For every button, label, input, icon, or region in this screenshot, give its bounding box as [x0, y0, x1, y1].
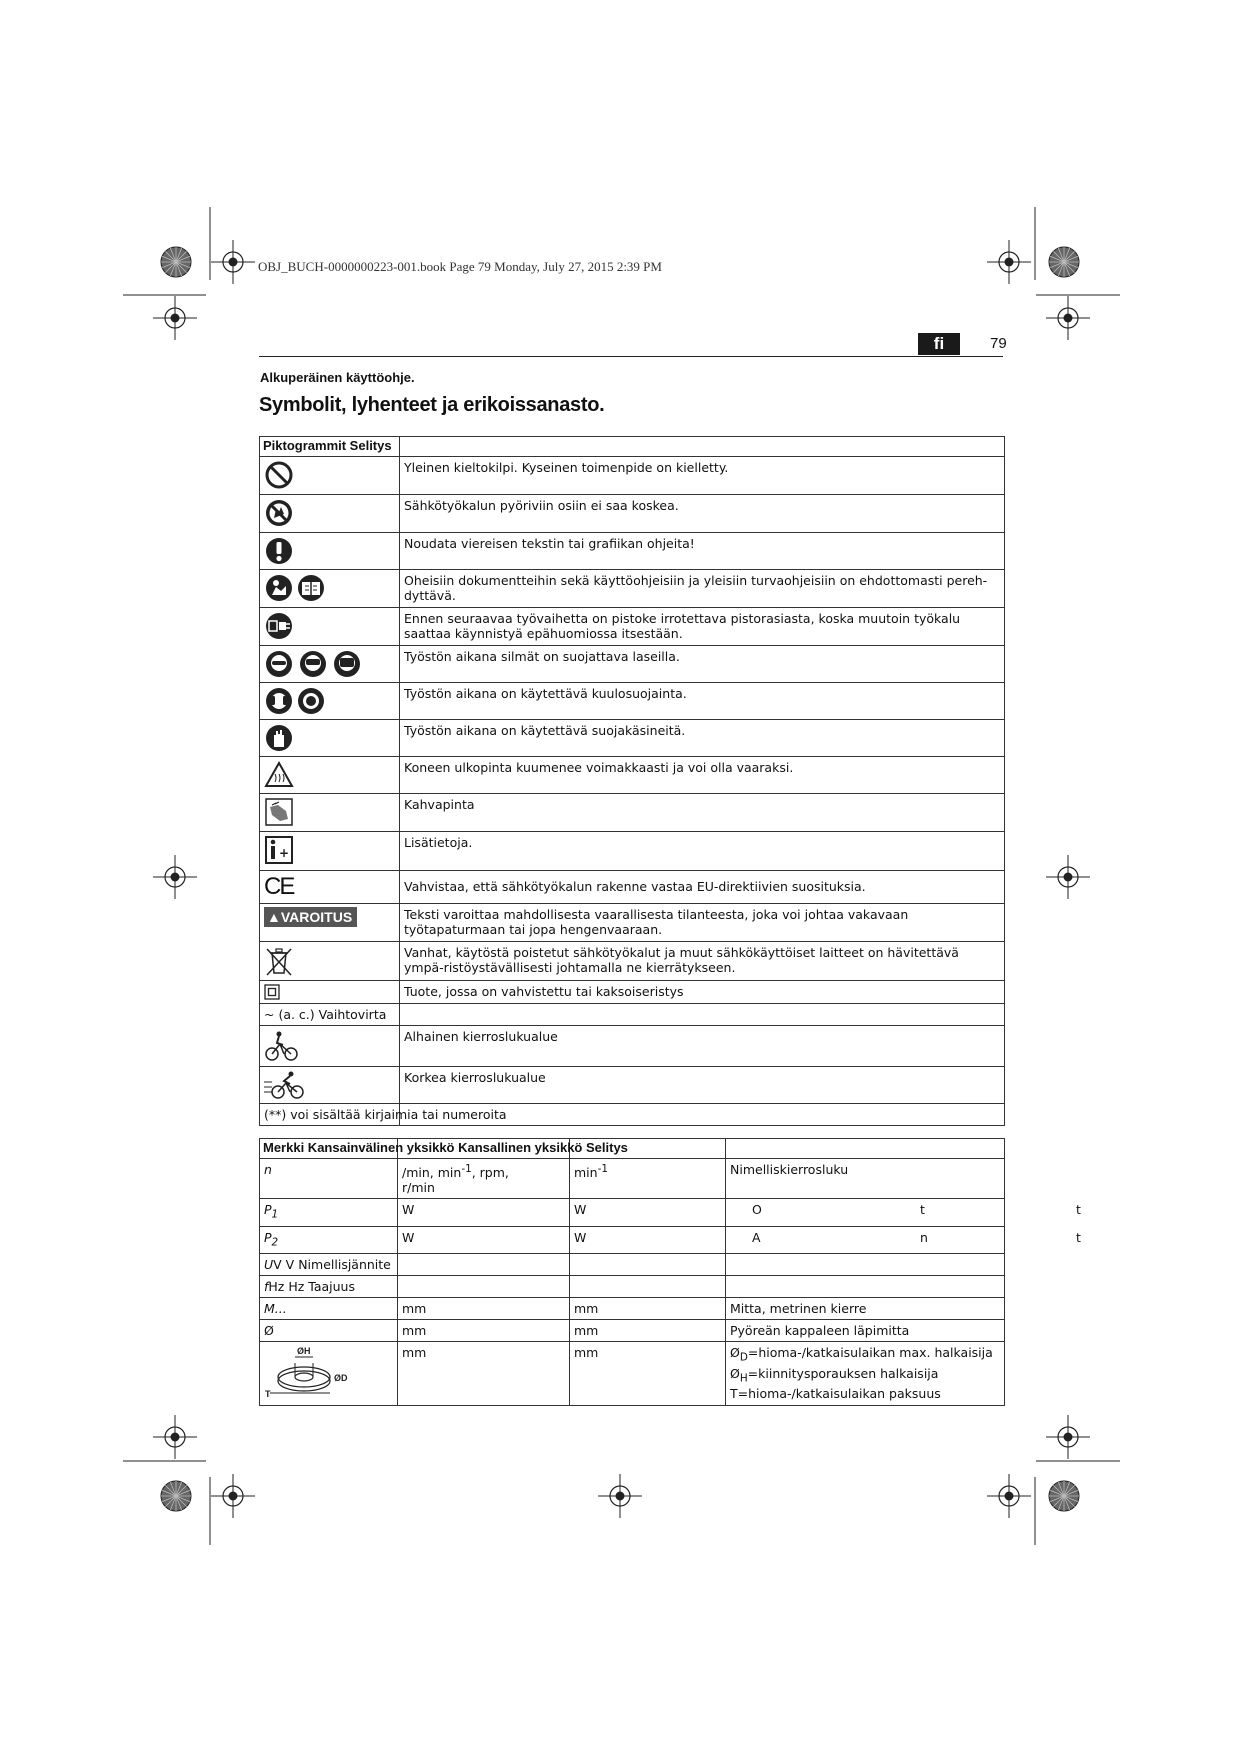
ce-mark-icon: CE: [264, 873, 294, 900]
icon-cell: [260, 608, 400, 646]
table-footnote-row: [260, 1104, 1005, 1126]
language-badge: fi: [918, 333, 960, 355]
empty-cell: [398, 1254, 570, 1276]
description-cell: Noudata viereisen tekstin tai grafiikan ohjeita!: [400, 533, 1005, 570]
svg-text:ØD: ØD: [334, 1373, 348, 1384]
mark-cell: [260, 1199, 398, 1227]
mark-text: P: [264, 1229, 272, 1245]
description-cell: Ennen seuraavaa työvaihetta on pistoke irrotettava pistorasiasta, koska muutoin työkalu saattaa käynnistyä epähuomiossa itsestään.: [400, 608, 1005, 646]
description-cell: Työstön aikana silmät on suojattava laseilla.: [400, 646, 1005, 683]
mark-rest: Hz Hz Taajuus: [268, 1279, 355, 1295]
symbol-subscript: H: [739, 1372, 748, 1385]
desc-fragment-overflow: t: [1076, 1229, 1081, 1245]
desc-fragment: t: [920, 1202, 925, 1218]
empty-cell: [726, 1254, 1005, 1276]
mark-cell: Ø: [260, 1320, 398, 1342]
warning-badge: [264, 907, 357, 927]
icon-cell: [260, 871, 400, 904]
table-row: [260, 871, 1005, 904]
page-number: 79: [990, 335, 1007, 352]
table-row: [260, 1159, 1005, 1199]
unit-superscript: -1: [461, 1163, 472, 1175]
table-row: [260, 757, 1005, 794]
table-row: [260, 1026, 1005, 1067]
table-row: [260, 904, 1005, 942]
eye-protection-icon: [264, 649, 362, 679]
icon-cell: [260, 1067, 400, 1104]
icon-cell: [260, 942, 400, 981]
description-cell: Koneen ulkopinta kuumenee voimakkaasti ja voi olla vaaraksi.: [400, 757, 1005, 794]
read-manual-icon: [264, 573, 328, 603]
mark-cell: [260, 1226, 398, 1254]
table-row: [260, 570, 1005, 608]
table-row: [260, 1320, 1005, 1342]
description-cell-empty: [400, 1004, 1005, 1026]
description-cell: [726, 1199, 1081, 1227]
high-speed-bike-icon: [264, 1070, 306, 1100]
mark-text: U: [264, 1257, 274, 1273]
diameter-symbol: Ø: [730, 1345, 740, 1361]
units-table: [259, 1138, 1081, 1406]
description-cell: Kahvapinta: [400, 794, 1005, 832]
international-unit-cell: W: [398, 1199, 570, 1227]
unit-text: /min, min: [402, 1165, 462, 1181]
description-cell: Vanhat, käytöstä poistetut sähkötyökalut ja muut sähkökäyttöiset laitteet on hävitettävä ympä-ristöystävällisesti johtamalla ne kierrätykseen.: [400, 942, 1005, 981]
icon-cell: [260, 981, 400, 1004]
mark-cell: [260, 1342, 398, 1406]
table-row: [260, 495, 1005, 533]
icon-cell: [260, 533, 400, 570]
empty-cell: [726, 1276, 1005, 1298]
desc-text: =kiinnitysporauksen halkaisija: [747, 1365, 939, 1381]
international-unit-cell: W: [398, 1226, 570, 1254]
table-row: [260, 457, 1005, 495]
ear-protection-icon: [264, 686, 328, 716]
diameter-symbol: Ø: [730, 1365, 740, 1381]
ac-symbol-cell: ~ (a. c.) Vaihtovirta: [260, 1004, 400, 1026]
unplug-icon: [264, 611, 294, 641]
table-row: [260, 832, 1005, 871]
desc-text: =hioma-/katkaisulaikan max. halkaisija: [747, 1345, 993, 1361]
icon-cell: [260, 570, 400, 608]
table-header-empty: [726, 1139, 1005, 1159]
unit-text-line2: r/min: [402, 1180, 435, 1196]
empty-cell: [570, 1276, 726, 1298]
table-row: [260, 533, 1005, 570]
pictogram-table: [259, 436, 1005, 1126]
gloves-icon: [264, 723, 294, 753]
book-header: OBJ_BUCH-0000000223-001.book Page 79 Monday, July 27, 2015 2:39 PM: [258, 259, 662, 274]
page-title: Symbolit, lyhenteet ja erikoissanasto.: [259, 394, 605, 416]
description-cell: Yleinen kieltokilpi. Kyseinen toimenpide on kielletty.: [400, 457, 1005, 495]
low-speed-bike-icon: [264, 1029, 300, 1063]
table-row: [260, 1254, 1005, 1276]
crossed-bin-icon: [264, 945, 294, 977]
description-cell: Vahvistaa, että sähkötyökalun rakenne vastaa EU-direktiivien suosituksia.: [400, 871, 1005, 904]
mark-rest: V V Nimellisjännite: [273, 1257, 391, 1273]
icon-cell: [260, 757, 400, 794]
svg-text:T: T: [265, 1389, 271, 1400]
international-unit-cell: mm: [398, 1342, 570, 1406]
table-row: [260, 608, 1005, 646]
description-cell: Oheisiin dokumentteihin sekä käyttöohjeisiin ja yleisiin turvaohjeisiin on ehdottomasti pereh-dyttävä.: [400, 570, 1005, 608]
footnote-cell: (**) voi sisältää kirjaimia tai numeroita: [260, 1104, 400, 1126]
exclamation-icon: [264, 536, 294, 566]
international-unit-cell: mm: [398, 1298, 570, 1320]
desc-fragment: O: [752, 1202, 762, 1218]
desc-fragment: A: [752, 1229, 761, 1245]
icon-cell: [260, 904, 400, 942]
table-row: [260, 720, 1005, 757]
svg-text:+: +: [279, 846, 290, 860]
prohibition-icon: [264, 460, 294, 490]
desc-fragment-overflow: t: [1076, 1202, 1081, 1218]
warning-badge-label: VAROITUS: [280, 909, 353, 925]
table-row: [260, 1298, 1005, 1320]
table-row: [260, 646, 1005, 683]
table-header-empty: [400, 437, 1005, 457]
mark-cell: [260, 1254, 398, 1276]
disc-dimensions-icon: [264, 1345, 354, 1399]
national-unit-cell: [570, 1159, 726, 1199]
table-row: [260, 1067, 1005, 1104]
description-cell: Alhainen kierroslukualue: [400, 1026, 1005, 1067]
symbol-subscript: D: [739, 1351, 748, 1364]
table-header-row: [260, 437, 1005, 457]
national-unit-cell: mm: [570, 1342, 726, 1406]
description-cell: Nimelliskierrosluku: [726, 1159, 1005, 1199]
description-cell: Työstön aikana on käytettävä suojakäsineitä.: [400, 720, 1005, 757]
national-unit-cell: W: [570, 1199, 726, 1227]
hot-surface-icon: [264, 760, 294, 790]
description-cell: Lisätietoja.: [400, 832, 1005, 871]
desc-line: [730, 1345, 1000, 1366]
national-unit-cell: W: [570, 1226, 726, 1254]
description-cell: Tuote, jossa on vahvistettu tai kaksoiseristys: [400, 981, 1005, 1004]
mark-cell: M...: [260, 1298, 398, 1320]
icon-cell: [260, 832, 400, 871]
icon-cell: [260, 495, 400, 533]
national-unit-cell: mm: [570, 1320, 726, 1342]
unit-text: min: [574, 1165, 598, 1181]
svg-text:ØH: ØH: [297, 1346, 311, 1357]
mark-text: P: [264, 1202, 272, 1218]
description-cell: Työstön aikana on käytettävä kuulosuojainta.: [400, 683, 1005, 720]
table-row: [260, 981, 1005, 1004]
desc-fragment: n: [920, 1229, 928, 1245]
description-cell: Korkea kierroslukualue: [400, 1067, 1005, 1104]
table-row: [260, 1199, 1005, 1227]
table-header-cell: Merkki Kansainvälinen yksikkö Kansallinen yksikkö Selitys: [260, 1139, 398, 1159]
table-row: [260, 1226, 1005, 1254]
icon-cell: [260, 457, 400, 495]
desc-line: T=hioma-/katkaisulaikan paksuus: [730, 1386, 941, 1402]
no-touch-rotating-icon: [264, 498, 294, 528]
document-subtitle: Alkuperäinen käyttöohje.: [260, 370, 415, 385]
info-icon: [264, 835, 294, 865]
description-cell: [726, 1342, 1005, 1406]
table-row: [260, 942, 1005, 981]
empty-cell: [398, 1276, 570, 1298]
icon-cell: [260, 646, 400, 683]
description-cell: Teksti varoittaa mahdollisesta vaarallisesta tilanteesta, joka voi johtaa vakavaan työtapaturmaan tai jopa hengenvaaraan.: [400, 904, 1005, 942]
table-row: [260, 1276, 1005, 1298]
mark-cell: n: [260, 1159, 398, 1199]
table-header-cell: Piktogrammit Selitys: [260, 437, 400, 457]
desc-line: [730, 1366, 1000, 1387]
double-insulation-icon: [264, 984, 280, 1000]
icon-cell: [260, 794, 400, 832]
icon-cell: [260, 720, 400, 757]
mark-cell: [260, 1276, 398, 1298]
international-unit-cell: mm: [398, 1320, 570, 1342]
grip-surface-icon: [264, 797, 294, 827]
description-cell: Sähkötyökalun pyöriviin osiin ei saa koskea.: [400, 495, 1005, 533]
icon-cell: [260, 1026, 400, 1067]
national-unit-cell: mm: [570, 1298, 726, 1320]
empty-cell: [570, 1254, 726, 1276]
icon-cell: [260, 683, 400, 720]
table-row: [260, 1004, 1005, 1026]
international-unit-cell: [398, 1159, 570, 1199]
mark-subscript: 1: [271, 1208, 279, 1221]
description-cell: [726, 1226, 1081, 1254]
unit-superscript: -1: [597, 1163, 608, 1175]
table-row: [260, 794, 1005, 832]
table-row: [260, 1342, 1005, 1406]
table-row: [260, 683, 1005, 720]
mark-text: f: [264, 1279, 269, 1295]
header-rule: [259, 356, 1003, 357]
description-cell: Mitta, metrinen kierre: [726, 1298, 1005, 1320]
description-cell: Pyöreän kappaleen läpimitta: [726, 1320, 1005, 1342]
table-header-row: [260, 1139, 1005, 1159]
mark-subscript: 2: [271, 1236, 279, 1249]
warning-triangle-icon: ▲: [267, 909, 281, 925]
unit-text-rest: , rpm,: [471, 1165, 509, 1181]
